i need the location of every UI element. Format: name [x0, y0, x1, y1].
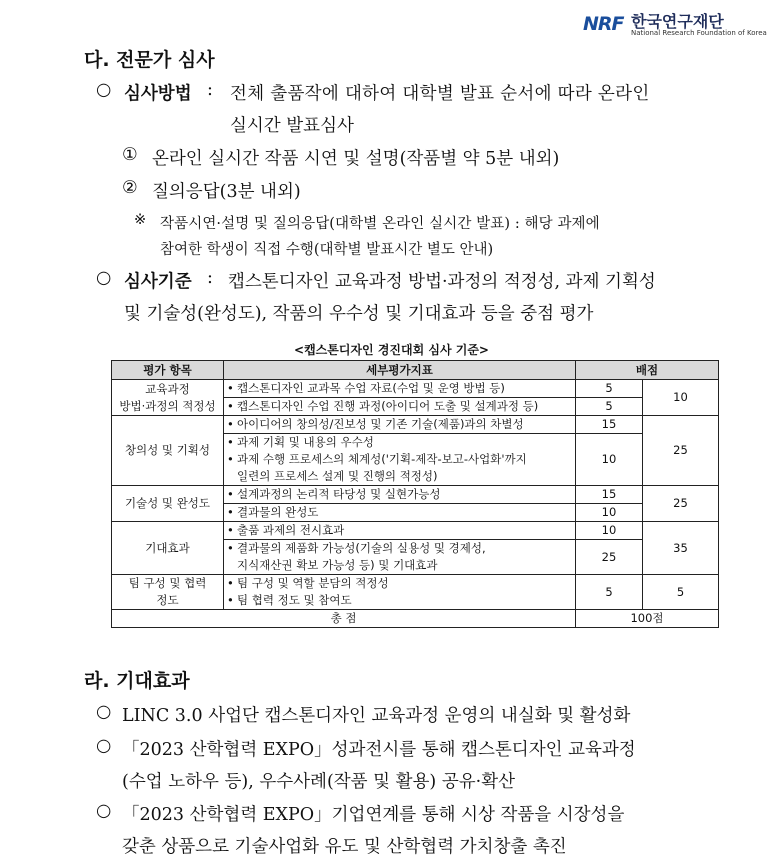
weight-cell: 10	[643, 380, 719, 416]
note-mark: ※	[134, 212, 147, 228]
category-line: 기술성 및 완성도	[124, 496, 211, 510]
indicator-text: 과제 기획 및 내용의 우수성	[237, 435, 374, 449]
note-line2: 참여한 학생이 직접 수행(대학별 발표시간 별도 안내)	[160, 242, 494, 258]
points-cell: 5	[576, 575, 643, 610]
table-row	[112, 486, 719, 504]
nrf-logo-korean: 한국연구재단	[631, 12, 724, 31]
indicator-cell: • 캡스톤디자인 수업 진행 과정(아이디어 도출 및 설계과정 등)	[224, 398, 576, 416]
indicator-text: 과제 수행 프로세스의 체계성('기획-제작-보고-사업화'까지	[237, 452, 527, 466]
step-1-num: ①	[122, 145, 138, 165]
nrf-logo	[583, 9, 773, 41]
indicator-cell: • 캡스톤디자인 교과목 수업 자료(수업 및 운영 방법 등)	[224, 380, 576, 398]
points-cell: 10	[576, 522, 643, 540]
weight-cell: 5	[643, 575, 719, 610]
table-header-row	[112, 361, 719, 380]
criteria-sep: :	[207, 268, 213, 288]
nrf-logo-english: National Research Foundation of Korea	[631, 29, 767, 37]
points-cell: 5	[576, 398, 643, 416]
category-line: 정도	[156, 593, 179, 607]
header-category: 평가 항목	[112, 361, 224, 380]
criteria-text-line1: 캡스톤디자인 교육과정 방법·과정의 적정성, 과제 기획성	[228, 272, 656, 292]
category-line: 팀 구성 및 협력	[128, 576, 207, 590]
method-sep: :	[207, 80, 213, 100]
nrf-logo-mark: NRF	[583, 13, 624, 35]
effect-3-line1: 「2023 산학협력 EXPO」기업연계를 통해 시상 작품을 시장성을	[122, 805, 625, 825]
effect-1-line1: LINC 3.0 사업단 캡스톤디자인 교육과정 운영의 내실화 및 활성화	[122, 706, 631, 726]
header-points: 배점	[576, 361, 719, 380]
table-caption: <캡스톤디자인 경진대회 심사 기준>	[294, 343, 489, 357]
effect-3-marker: ○	[96, 801, 112, 821]
total-value: 100점	[576, 610, 719, 628]
indicator-text: 출품 과제의 전시효과	[237, 523, 345, 537]
weight-cell: 35	[643, 522, 719, 575]
effect-2-marker: ○	[96, 736, 112, 756]
effect-3-line2: 갖춘 상품으로 기술사업화 유도 및 산학협력 가치창출 촉진	[122, 837, 567, 857]
category-line: 기대효과	[145, 540, 190, 555]
step-1-text: 온라인 실시간 작품 시연 및 설명(작품별 약 5분 내외)	[152, 149, 560, 169]
weight-cell: 25	[643, 416, 719, 486]
indicator-text: 결과물의 완성도	[237, 505, 319, 519]
header-indicator: 세부평가지표	[224, 361, 576, 380]
total-label: 총 점	[112, 610, 576, 628]
points-cell: 10	[576, 504, 643, 522]
points-cell: 15	[576, 416, 643, 434]
points-cell: 10	[576, 434, 643, 486]
indicator-cell: • 결과물의 제품화 가능성(기술의 실용성 및 경제성, 지식재산권 확보 가능성 등) 및 기대효과	[224, 540, 576, 575]
criteria-text-line2: 및 기술성(완성도), 작품의 우수성 및 기대효과 등을 중점 평가	[124, 304, 594, 324]
table-row	[112, 575, 719, 610]
indicator-text: 캡스톤디자인 교과목 수업 자료(수업 및 운영 방법 등)	[237, 381, 505, 395]
indicator-text: 지식재산권 확보 가능성 등) 및 기대효과	[237, 558, 438, 572]
weight-cell: 25	[643, 486, 719, 522]
category-line: 교육과정	[145, 381, 190, 396]
indicator-text: 캡스톤디자인 수업 진행 과정(아이디어 도출 및 설계과정 등)	[237, 399, 539, 413]
table-row	[112, 522, 719, 540]
indicator-cell: • 팀 구성 및 역할 분담의 적정성 • 팀 협력 정도 및 참여도	[224, 575, 576, 610]
indicator-text: 설계과정의 논리적 타당성 및 실현가능성	[237, 487, 441, 501]
table-row	[112, 380, 719, 398]
category-cell	[112, 575, 224, 610]
table-total-row	[112, 610, 719, 628]
note-line1: 작품시연·설명 및 질의응답(대학별 온라인 실시간 발표) : 해당 과제에	[160, 216, 600, 232]
indicator-text: 결과물의 제품화 가능성(기술의 실용성 및 경제성,	[237, 541, 486, 555]
criteria-marker: ○	[96, 268, 112, 288]
indicator-text: 일련의 프로세스 설계 및 진행의 적정성)	[237, 469, 438, 483]
table-row	[112, 416, 719, 434]
indicator-cell: • 출품 과제의 전시효과	[224, 522, 576, 540]
section-title-effects: 라. 기대효과	[84, 670, 190, 692]
criteria-label: 심사기준	[124, 272, 192, 292]
indicator-cell: • 설계과정의 논리적 타당성 및 실현가능성	[224, 486, 576, 504]
category-cell	[112, 486, 224, 522]
indicator-text: 팀 협력 정도 및 참여도	[237, 593, 352, 607]
indicator-cell: • 아이디어의 창의성/진보성 및 기존 기술(제품)과의 차별성	[224, 416, 576, 434]
category-cell	[112, 416, 224, 486]
step-2-num: ②	[122, 178, 138, 198]
criteria-table	[111, 360, 719, 628]
effect-1-marker: ○	[96, 702, 112, 722]
method-text-line1: 전체 출품작에 대하여 대학별 발표 순서에 따라 온라인	[230, 84, 650, 104]
category-line: 창의성 및 기획성	[124, 443, 211, 457]
indicator-cell: • 과제 기획 및 내용의 우수성 • 과제 수행 프로세스의 체계성('기획-제작-보고-사업화'까지 일련의 프로세스 설계 및 진행의 적정성)	[224, 434, 576, 486]
method-label: 심사방법	[124, 84, 192, 104]
points-cell: 5	[576, 380, 643, 398]
step-2-text: 질의응답(3분 내외)	[152, 182, 301, 202]
section-title-review: 다. 전문가 심사	[84, 49, 215, 71]
method-text-line2: 실시간 발표심사	[230, 116, 354, 136]
indicator-cell: • 결과물의 완성도	[224, 504, 576, 522]
indicator-text: 아이디어의 창의성/진보성 및 기존 기술(제품)과의 차별성	[237, 417, 524, 431]
method-marker: ○	[96, 80, 112, 100]
points-cell: 15	[576, 486, 643, 504]
category-cell	[112, 380, 224, 416]
points-cell: 25	[576, 540, 643, 575]
category-line: 방법·과정의 적정성	[119, 398, 216, 413]
effect-2-line2: (수업 노하우 등), 우수사례(작품 및 활용) 공유·확산	[122, 772, 516, 792]
effect-2-line1: 「2023 산학협력 EXPO」성과전시를 통해 캡스톤디자인 교육과정	[122, 740, 636, 760]
category-cell	[112, 522, 224, 575]
indicator-text: 팀 구성 및 역할 분담의 적정성	[237, 576, 389, 590]
